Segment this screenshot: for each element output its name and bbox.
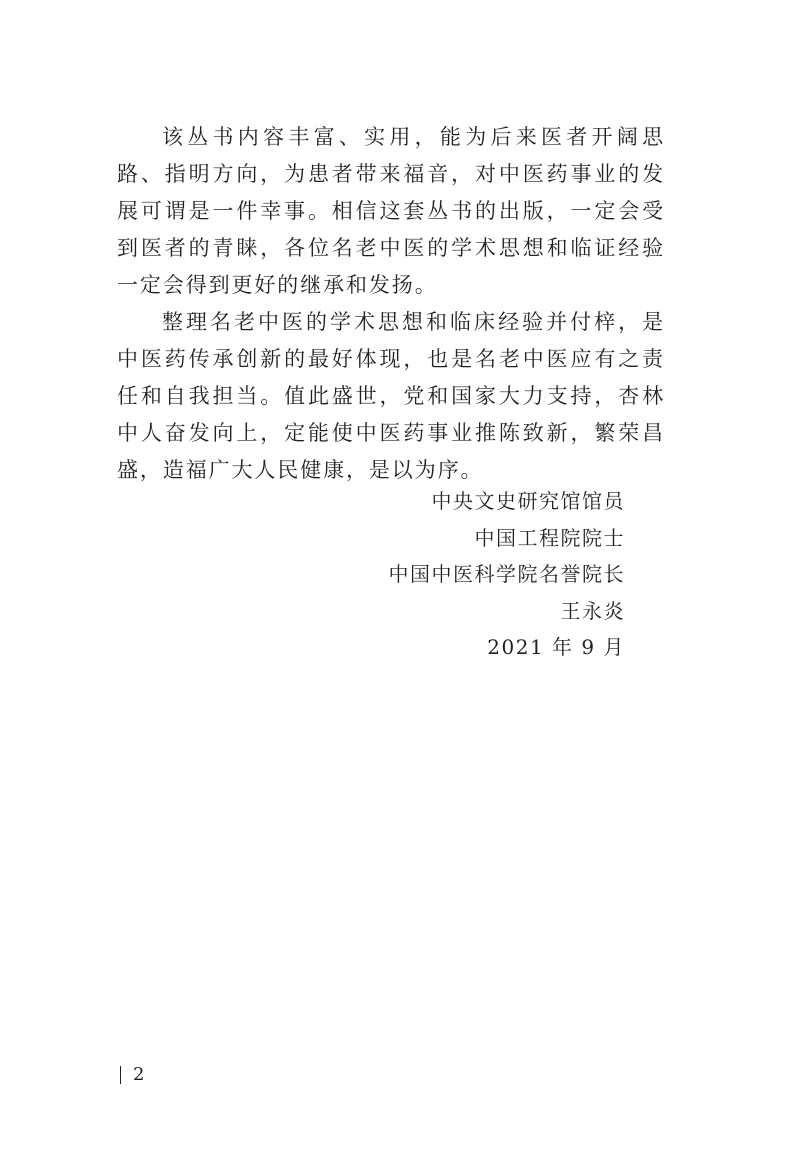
author-title: 中央文史研究馆馆员 [431,489,625,513]
paragraph: 该丛书内容丰富、实用，能为后来医者开阔思路、指明方向，为患者带来福音，对中医药事业的发展可谓是一件幸事。相信这套丛书的出版，一定会受到医者的青睐，各位名老中医的学术思想和临证经验一定会得到更好的继承和发扬。 [117,125,665,297]
signature-date: 2021 年 9 月 [487,635,625,659]
folio-divider [120,1066,121,1084]
author-name: 王永炎 [560,598,625,623]
signature-block [389,483,626,666]
preface-body [117,119,665,489]
page-number: 2 [133,1064,145,1085]
author-title: 中国工程院院士 [474,525,625,550]
author-title: 中国中医科学院名誉院长 [388,562,625,586]
paragraph: 整理名老中医的学术思想和临床经验并付梓，是中医药传承创新的最好体现，也是名老中医应有之责任和自我担当。值此盛世，党和国家大力支持，杏林中人奋发向上，定能使中医药事业推陈致新，繁荣昌盛，造福广大人民健康，是以为序。 [117,310,665,482]
page-footer [120,1064,144,1086]
